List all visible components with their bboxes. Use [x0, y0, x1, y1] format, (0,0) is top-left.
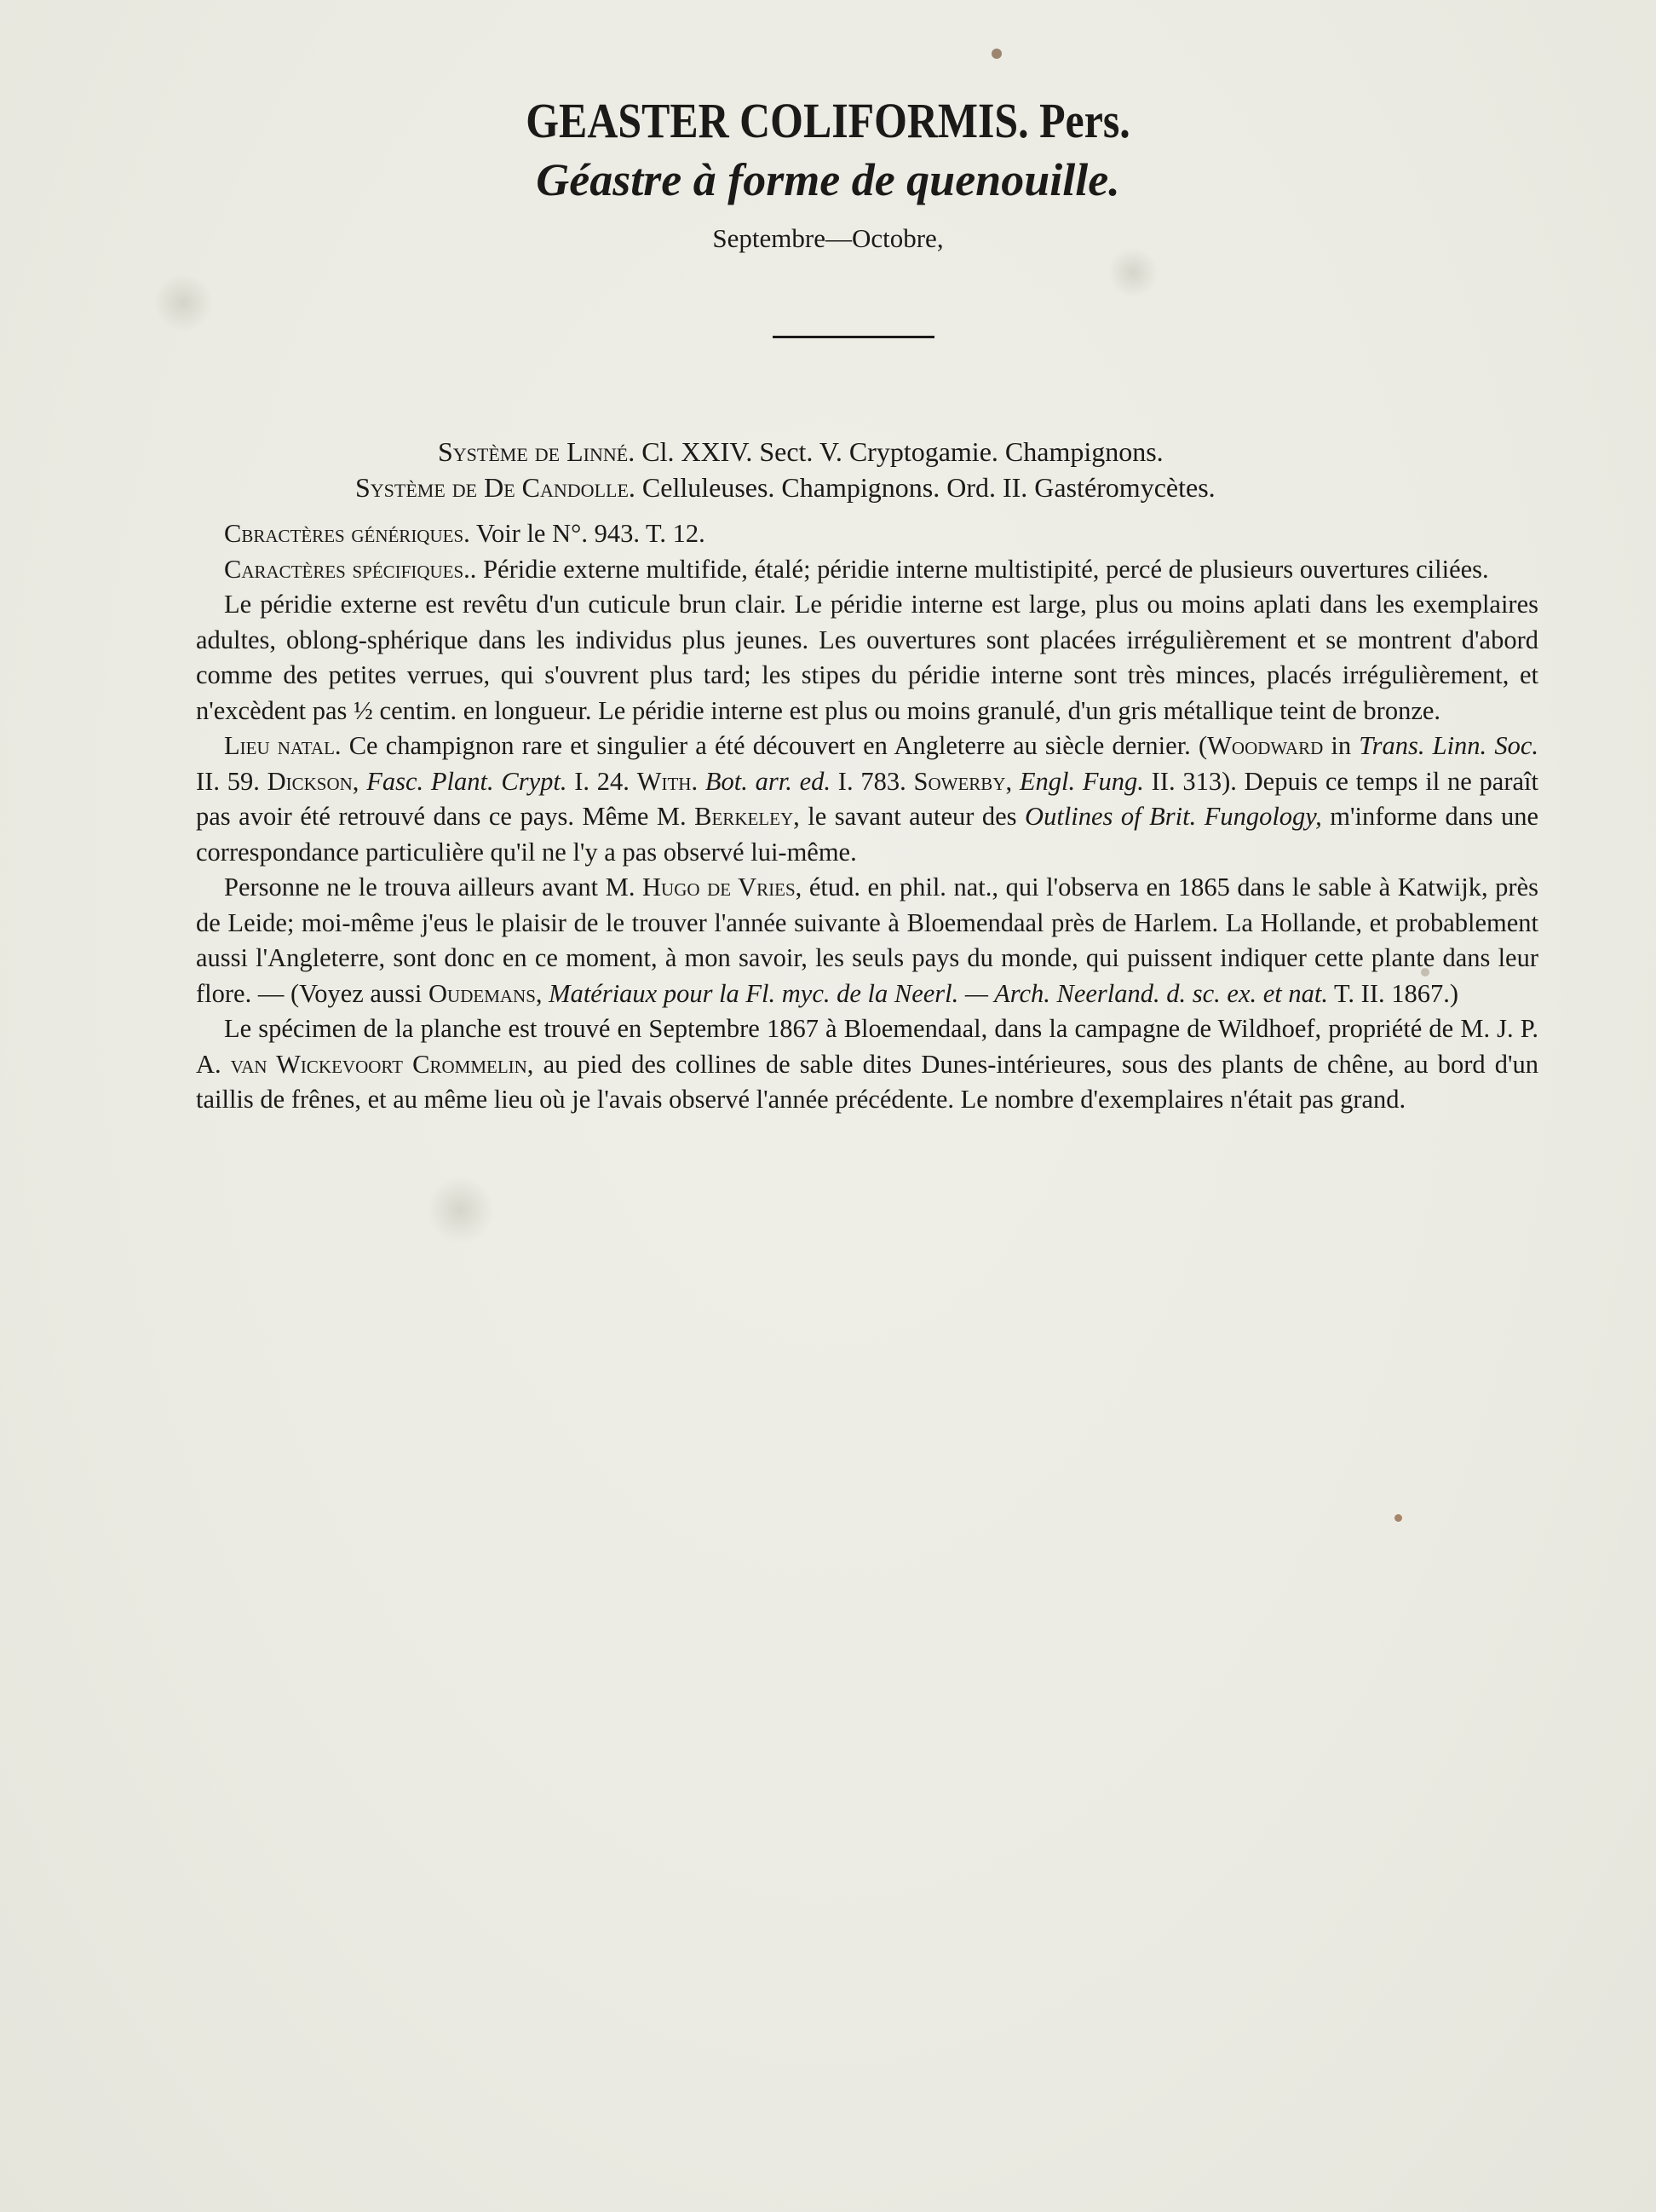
author-name: Hugo de Vries,: [642, 873, 802, 902]
citation-title: Fasc. Plant. Crypt.: [359, 766, 567, 796]
author-name: Sowerby,: [913, 766, 1013, 796]
candolle-label: Système de De Candolle.: [355, 472, 635, 503]
citation-title: Bot. arr. ed.: [698, 766, 831, 796]
generic-characters: [196, 516, 1538, 552]
habitat-text: Ce champignon rare et singulier a été découvert en Angleterre au siècle dernier. (: [348, 731, 1208, 760]
paper-stain: [153, 273, 213, 332]
linne-classification: [438, 436, 1164, 468]
specimen-paragraph: [196, 1011, 1538, 1118]
habitat-text: II. 313). Depuis ce temps il ne paraît pas avoir été retrouvé dans ce pays. Même M.: [196, 766, 1538, 831]
page-subtitle: Géastre à forme de quenouille.: [536, 154, 1120, 205]
author-name: Woodward: [1207, 731, 1324, 760]
citation-title: Trans. Linn. Soc.: [1359, 731, 1538, 760]
candolle-classification: [355, 472, 1216, 504]
author-name: With.: [636, 766, 699, 796]
habitat-text: II. 59.: [196, 766, 267, 796]
generic-label: Cbractères génériques.: [224, 519, 470, 548]
author-name: Oudemans,: [428, 978, 543, 1008]
specific-text: Péridie externe multifide, étalé; péridie interne multistipité, percé de plusieurs ouvertures ciliées.: [483, 554, 1489, 584]
habitat-text: I. 24.: [566, 766, 637, 796]
owner-name: van Wickevoort Crommelin,: [230, 1049, 534, 1079]
habitat-text: m'informe dans une correspondance particulière qu'il ne l'y a pas observé lui-même.: [196, 802, 1538, 867]
ink-spot: [992, 49, 1002, 59]
habitat-text: le savant auteur des: [799, 802, 1026, 831]
citation-title: Engl. Fung.: [1012, 766, 1144, 796]
description-paragraph: Le péridie externe est revêtu d'un cuticule brun clair. Le péridie interne est large, plus ou moins aplati dans les exemplaires adultes, oblong-sphérique dans les individus plus jeunes. Les ouvertures sont placées irrégulièrement et se montrent d'abord comme des petites verrues, qui s'ouvrent plus tard; les stipes du péridie interne sont très minces, placés irrégulièrement, et n'excèdent pas ½ centim. en longueur. Le péridie interne est plus ou moins granulé, d'un gris métallique teint de bronze.: [196, 590, 1538, 725]
divider-rule: [773, 336, 934, 338]
season-line: Septembre—Octobre,: [712, 223, 944, 253]
author-name: Berkeley,: [694, 802, 800, 831]
habitat-label: Lieu natal.: [224, 731, 342, 760]
ink-spot: [1394, 1514, 1402, 1522]
habitat-text: I. 783.: [831, 766, 914, 796]
author-name: Dickson,: [267, 766, 359, 796]
discovery-paragraph: [196, 870, 1538, 1011]
linne-text: Cl. XXIV. Sect. V. Cryptogamie. Champignons.: [641, 436, 1164, 467]
paper-stain: [426, 1176, 494, 1244]
citation-title: Outlines of Brit. Fungology,: [1025, 802, 1322, 831]
generic-text: Voir le N°. 943. T. 12.: [475, 519, 705, 548]
specimen-text: au pied des collines de sable dites Dunes-intérieures, sous des plants de chêne, au bord d'un taillis de frênes, et au même lieu où je l'avais observé l'année précédente. Le nombre d'exemplaires n'était pas grand.: [196, 1049, 1539, 1114]
paper-stain: [1107, 247, 1159, 298]
main-text: [196, 516, 1538, 1118]
linne-label: Système de Linné.: [438, 436, 635, 467]
page-title: GEASTER COLIFORMIS. Pers.: [526, 93, 1130, 148]
discovery-text: T. II. 1867.): [1327, 978, 1459, 1008]
habitat-paragraph: [196, 729, 1538, 870]
specimen-text: Le spécimen de la planche est trouvé en Septembre 1867 à Bloemendaal, dans la campagne de Wildhoef, propriété de M. J. P. A.: [196, 1014, 1538, 1079]
discovery-text: Personne ne le trouva ailleurs avant M.: [224, 873, 643, 902]
specific-characters: [196, 552, 1538, 588]
specific-label: Caractères spécifiques..: [224, 554, 477, 584]
candolle-text: Celluleuses. Champignons. Ord. II. Gastéromycètes.: [641, 472, 1216, 503]
discovery-text: étud. en phil. nat., qui l'observa en 1865 dans le sable à Katwijk, près de Leide; moi-même j'eus le plaisir de le trouver l'année suivante à Bloemendaal près de Harlem. La Hollande, et probablement aussi l'Angleterre, sont donc en ce moment, à mon savoir, les seuls pays du monde, qui puissent indiquer cette plante dans leur flore. — (Voyez aussi: [196, 873, 1538, 1008]
habitat-text: in: [1323, 731, 1360, 760]
citation-title: Matériaux pour la Fl. myc. de la Neerl. — Arch. Neerland. d. sc. ex. et nat.: [542, 978, 1328, 1008]
